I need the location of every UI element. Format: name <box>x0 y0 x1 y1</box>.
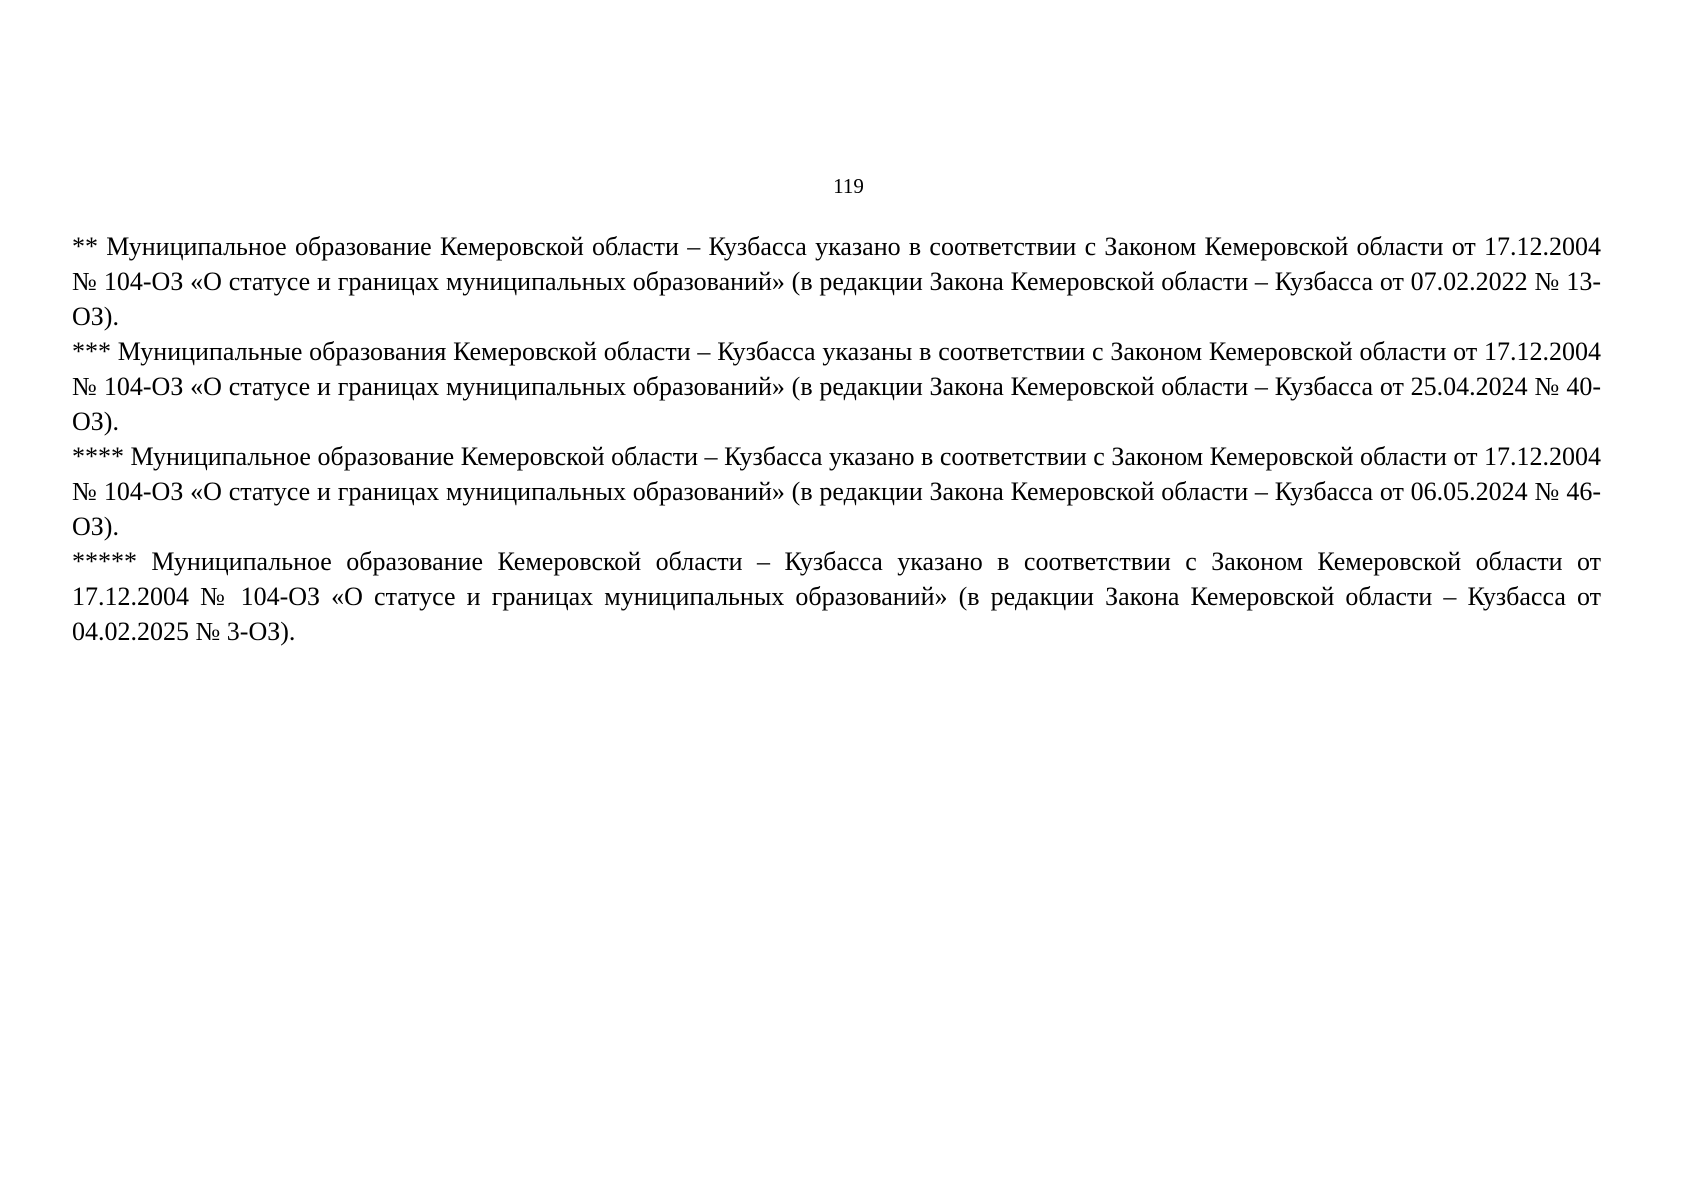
footnote-2-stars: ** Муниципальное образование Кемеровской области – Кузбасса указано в соответствии с Законом Кемеровской области от 17.12.2004 № 104-ОЗ «О статусе и границах муниципальных образований» (в редакции Закона Кемеровской области – Кузбасса от 07.02.2022 № 13-ОЗ). <box>72 232 1601 331</box>
footnote-3-stars: *** Муниципальные образования Кемеровской области – Кузбасса указаны в соответствии с Законом Кемеровской области от 17.12.2004 № 104-ОЗ «О статусе и границах муниципальных образований» (в редакции Закона Кемеровской области – Кузбасса от 25.04.2024 № 40-ОЗ). <box>72 337 1601 436</box>
footnotes <box>72 229 1601 649</box>
footnote-4-stars: **** Муниципальное образование Кемеровской области – Кузбасса указано в соответствии с Законом Кемеровской области от 17.12.2004 № 104-ОЗ «О статусе и границах муниципальных образований» (в редакции Закона Кемеровской области – Кузбасса от 06.05.2024 № 46-ОЗ). <box>72 442 1601 541</box>
page-number: 119 <box>833 174 864 198</box>
footnote-5-stars: ***** Муниципальное образование Кемеровской области – Кузбасса указано в соответствии с Законом Кемеровской области от 17.12.2004 № 104-ОЗ «О статусе и границах муниципальных образований» (в редакции Закона Кемеровской области – Кузбасса от 04.02.2025 № 3-ОЗ). <box>72 547 1601 646</box>
